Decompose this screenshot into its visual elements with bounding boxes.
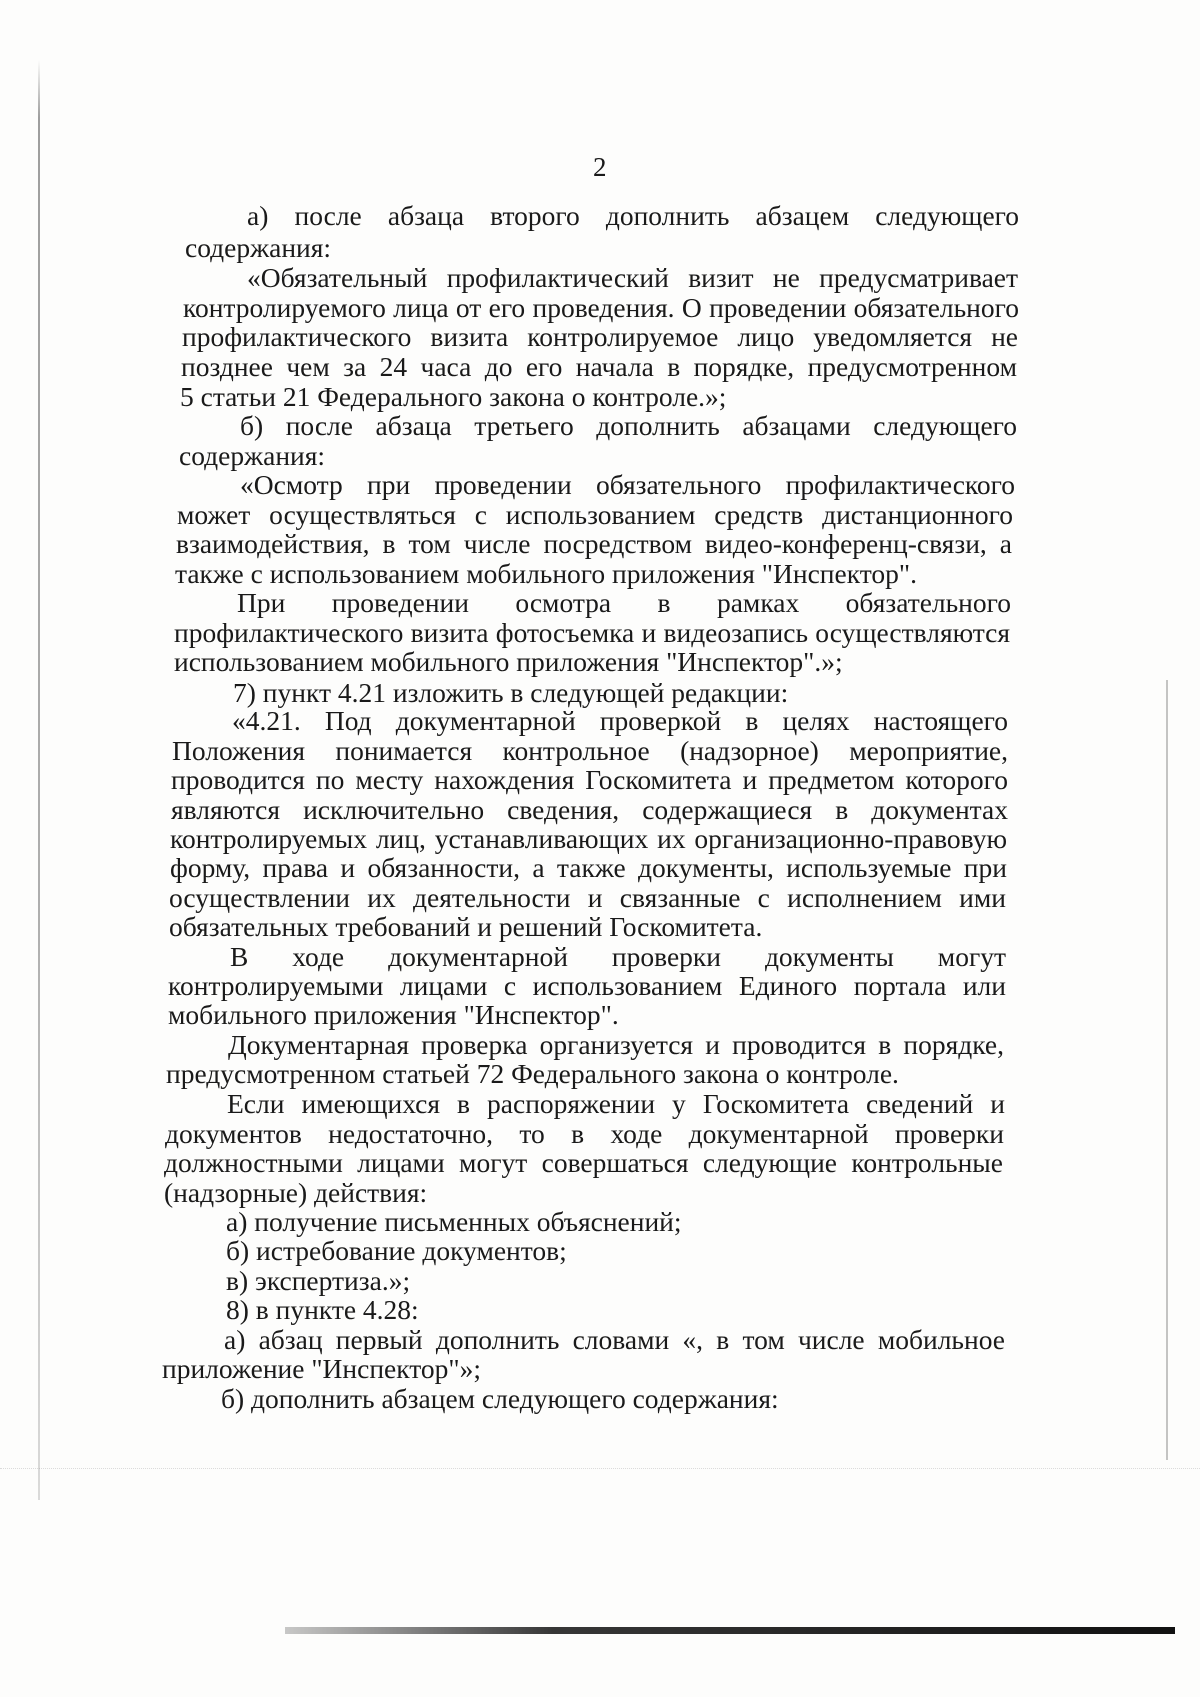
text-line: являются исключительно сведения, содержащиеся в документах: [171, 794, 1008, 825]
text-line: позднее чем за 24 часа до его начала в порядке, предусмотренном: [181, 351, 1017, 382]
text-line: должностными лицами могут совершаться следующие контрольные: [164, 1147, 1003, 1178]
text-line: контролируемыми лицами с использованием Единого портала или: [168, 970, 1006, 1001]
text-line: Если имеющихся в распоряжении у Госкомитета сведений и: [227, 1088, 1005, 1119]
text-line: а) абзац первый дополнить словами «, в том числе мобильное: [224, 1324, 1005, 1355]
text-line: 7) пункт 4.21 изложить в следующей редакции:: [233, 677, 789, 708]
text-line: предусмотренном статьей 72 Федерального закона о контроле.: [166, 1058, 899, 1089]
text-line: Документарная проверка организуется и проводится в порядке,: [228, 1029, 1004, 1060]
scan-artifact-line: [0, 1468, 1200, 1470]
text-line: контролируемого лица от его проведения. О проведении обязательного: [183, 292, 1019, 323]
text-line: взаимодействия, в том числе посредством видео-конференц-связи, а: [176, 528, 1012, 559]
text-line: в) экспертиза.»;: [226, 1265, 411, 1296]
text-line: профилактического визита контролируемое лицо уведомляется не: [182, 321, 1018, 352]
text-line: б) дополнить абзацем следующего содержания:: [221, 1383, 779, 1414]
text-line: содержания:: [179, 440, 326, 471]
text-line: «Обязательный профилактический визит не предусматривает: [247, 262, 1018, 293]
text-line: мобильного приложения "Инспектор".: [168, 999, 619, 1030]
text-line: б) истребование документов;: [226, 1235, 567, 1266]
text-line: «4.21. Под документарной проверкой в целях настоящего: [232, 705, 1008, 736]
text-line: проводится по месту нахождения Госкомитета и предметом которого: [171, 764, 1008, 795]
text-line: также с использованием мобильного приложения "Инспектор".: [175, 558, 917, 589]
text-line: контролируемых лиц, устанавливающих их организационно-правовую: [170, 823, 1007, 854]
text-line: Положения понимается контрольное (надзорное) мероприятие,: [172, 735, 1008, 766]
text-line: (надзорные) действия:: [164, 1177, 428, 1208]
text-line: может осуществляться с использованием средств дистанционного: [177, 499, 1013, 530]
text-line: а) после абзаца второго дополнить абзацем следующего: [247, 200, 1019, 231]
text-line: В ходе документарной проверки документы могут: [230, 941, 1006, 972]
text-line: документов недостаточно, то в ходе документарной проверки: [165, 1118, 1004, 1149]
text-line: форму, права и обязанности, а также документы, используемые при: [170, 852, 1007, 883]
text-line: При проведении осмотра в рамках обязательного: [237, 587, 1011, 618]
text-line: осуществлении их деятельности и связанные с исполнением ими: [169, 882, 1006, 913]
scan-edge-left: [38, 60, 40, 1500]
page-number: 2: [593, 152, 607, 182]
text-line: 8) в пункте 4.28:: [226, 1294, 419, 1325]
text-line: 5 статьи 21 Федерального закона о контроле.»;: [180, 381, 727, 412]
text-line: приложение "Инспектор"»;: [162, 1353, 482, 1384]
text-line: профилактического визита фотосъемка и видеозапись осуществляются: [174, 617, 1010, 648]
text-line: использованием мобильного приложения "Инспектор".»;: [174, 646, 843, 677]
text-line: а) получение письменных объяснений;: [226, 1206, 682, 1237]
scan-edge-right: [1166, 680, 1168, 1460]
text-line: обязательных требований и решений Госкомитета.: [169, 911, 763, 942]
text-line: содержания:: [185, 232, 332, 263]
scan-bottom-bar: [285, 1627, 1175, 1634]
text-line: «Осмотр при проведении обязательного профилактического: [240, 469, 1015, 500]
text-line: б) после абзаца третьего дополнить абзацами следующего: [240, 410, 1017, 441]
